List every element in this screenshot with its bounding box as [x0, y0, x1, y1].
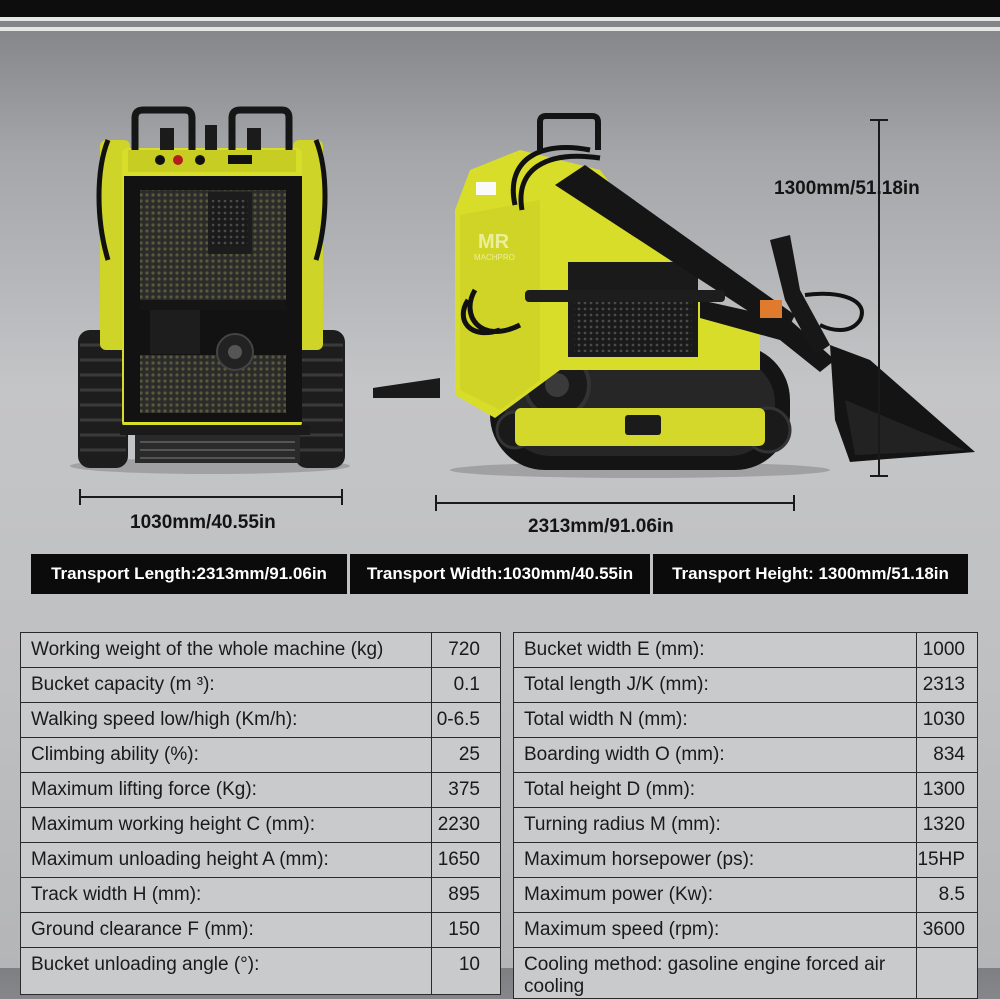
spec-label: Climbing ability (%):	[21, 738, 432, 773]
spec-label: Maximum unloading height A (mm):	[21, 843, 432, 878]
table-row	[21, 948, 501, 995]
spec-label: Turning radius M (mm):	[514, 808, 917, 843]
spec-label: Cooling method: gasoline engine forced air cooling	[514, 948, 917, 999]
spec-value: 0-6.5	[432, 703, 501, 738]
spec-value: 3600	[917, 913, 978, 948]
spec-table-left	[20, 632, 501, 995]
spec-value: 1000	[917, 633, 978, 668]
spec-label: Bucket capacity (m ³):	[21, 668, 432, 703]
spec-label: Maximum speed (rpm):	[514, 913, 917, 948]
width-dimension-label: 1030mm/40.55in	[130, 512, 276, 533]
table-row	[21, 843, 501, 878]
table-row	[21, 913, 501, 948]
spec-value: 8.5	[917, 878, 978, 913]
spec-value: 834	[917, 738, 978, 773]
height-dimension-label: 1300mm/51.18in	[774, 178, 920, 199]
spec-value: 1300	[917, 773, 978, 808]
spec-value	[917, 948, 978, 999]
table-row	[514, 633, 978, 668]
spec-label: Working weight of the whole machine (kg)	[21, 633, 432, 668]
spec-value: 150	[432, 913, 501, 948]
spec-value: 720	[432, 633, 501, 668]
spec-value: 25	[432, 738, 501, 773]
spec-label: Maximum working height C (mm):	[21, 808, 432, 843]
table-row	[514, 948, 978, 999]
table-row	[514, 773, 978, 808]
spec-label: Maximum power (Kw):	[514, 878, 917, 913]
spec-value: 375	[432, 773, 501, 808]
spec-label: Track width H (mm):	[21, 878, 432, 913]
spec-label: Bucket unloading angle (°):	[21, 948, 432, 995]
table-row	[514, 703, 978, 738]
spec-label: Maximum lifting force (Kg):	[21, 773, 432, 808]
spec-label: Total length J/K (mm):	[514, 668, 917, 703]
spec-value: 895	[432, 878, 501, 913]
table-row	[514, 808, 978, 843]
spec-table-right	[513, 632, 978, 999]
length-dimension-label: 2313mm/91.06in	[528, 516, 674, 537]
spec-label: Boarding width O (mm):	[514, 738, 917, 773]
brand-logo: MR	[478, 231, 510, 253]
table-row	[514, 878, 978, 913]
table-row	[21, 808, 501, 843]
spec-label: Walking speed low/high (Km/h):	[21, 703, 432, 738]
spec-label: Bucket width E (mm):	[514, 633, 917, 668]
front-view-machine	[70, 110, 350, 474]
spec-label: Ground clearance F (mm):	[21, 913, 432, 948]
spec-value: 1650	[432, 843, 501, 878]
transport-height: Transport Height: 1300mm/51.18in	[653, 554, 968, 594]
table-row	[514, 738, 978, 773]
table-row	[21, 633, 501, 668]
spec-value: 15HP	[917, 843, 978, 878]
transport-info-bar	[31, 554, 968, 594]
spec-value: 2230	[432, 808, 501, 843]
spec-value: 2313	[917, 668, 978, 703]
transport-length: Transport Length:2313mm/91.06in	[31, 554, 347, 594]
table-row	[514, 843, 978, 878]
spec-label: Maximum horsepower (ps):	[514, 843, 917, 878]
side-view-machine	[373, 116, 975, 478]
table-row	[514, 668, 978, 703]
table-row	[21, 738, 501, 773]
spec-value: 1320	[917, 808, 978, 843]
spec-label: Total height D (mm):	[514, 773, 917, 808]
table-row	[21, 878, 501, 913]
table-row	[21, 773, 501, 808]
brand-logo-subtext: MACHPRO	[474, 253, 515, 262]
spec-value: 0.1	[432, 668, 501, 703]
transport-width: Transport Width:1030mm/40.55in	[350, 554, 650, 594]
spec-value: 10	[432, 948, 501, 995]
table-row	[21, 703, 501, 738]
table-row	[514, 913, 978, 948]
table-row	[21, 668, 501, 703]
spec-label: Total width N (mm):	[514, 703, 917, 738]
spec-value: 1030	[917, 703, 978, 738]
